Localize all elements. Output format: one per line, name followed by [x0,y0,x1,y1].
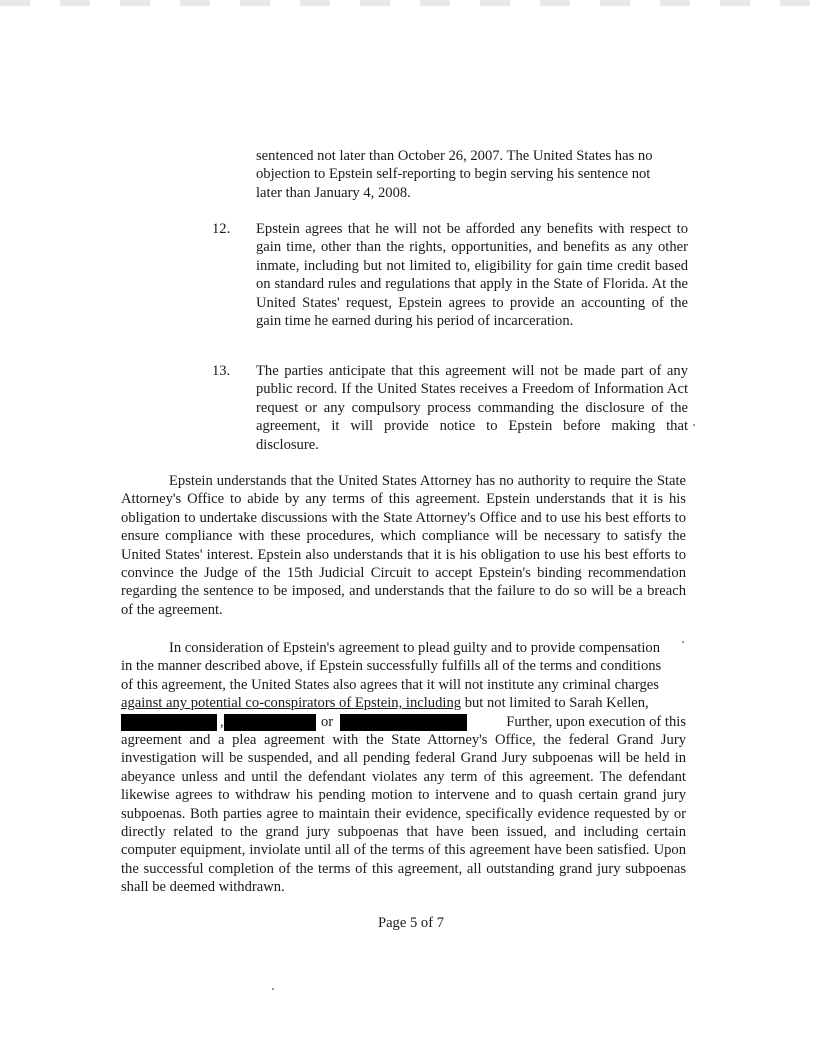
redaction-block [340,714,467,731]
continuation-line: objection to Epstein self-reporting to begin serving his sentence not [256,166,651,183]
redaction-block [121,714,217,731]
scan-speck [272,988,274,990]
continuation-text [256,147,688,202]
paragraph-line: In consideration of Epstein's agreement to plead guilty and to provide compensation [169,640,660,656]
item-number: 12. [212,221,231,237]
redaction-block [224,714,316,731]
paragraph-text: agreement and a plea agreement with the State Attorney's Office, the federal Grand Jury investigation will be suspended, and all pending federal Grand Jury subpoenas will be held in abeyance unless and until the defendant violates any term of this agreement. The defendant likewise agrees to withdraw his pending motion to intervene and to quash certain grand jury subpoenas. Both parties agree to maintain their evidence, specifically evidence requested by or directly related to the grand jury subpoenas that have been issued, and including certain computer equipment, inviolate until all of the terms of this agreement have been satisfied. Upon the successful completion of the terms of this agreement, all outstanding grand jury subpoenas shall be deemed withdrawn. [121,732,686,896]
paragraph-line: in the manner described above, if Epstein successfully fulfills all of the terms and conditions [121,658,662,675]
scan-speck [682,641,684,643]
redacted-line [121,713,686,731]
continuation-line: later than January 4, 2008. [256,184,411,201]
comma-text: , [220,713,224,730]
scan-speck [693,424,695,426]
paragraph-line: of this agreement, the United States also agrees that it will not institute any criminal charges [121,676,659,693]
paragraph-text: Further, upon execution of this [506,713,686,730]
continuation-line: sentenced not later than October 26, 2007. The United States has no [256,148,653,164]
page-number: Page 5 of 7 [377,915,445,931]
item-text: Epstein agrees that he will not be afforded any benefits with respect to gain time, other than the rights, opportunities, and benefits as any other inmate, including but not limited to, eligibility for gain time credit based on standard rules and regulations that apply in the State of Florida. At the United States' request, Epstein agrees to provide an accounting of the gain time he earned during his period of incarceration. [256,221,688,330]
underlined-text: against any potential co-conspirators of Epstein, including [121,695,462,712]
item-number: 13. [212,363,231,379]
or-text: or [321,713,334,730]
item-text: The parties anticipate that this agreement will not be made part of any public record. If the United States receives a Freedom of Information Act request or any compulsory process commanding the disclosure of the agreement, it will provide notice to Epstein before making that disclosure. [256,363,688,453]
paragraph-line [121,694,686,712]
paragraph-consideration [121,639,686,897]
paragraph-text: but not limited to Sarah Kellen, [461,695,649,712]
paragraph-state-attorney: Epstein understands that the United States Attorney has no authority to require the State Attorney's Office to abide by any terms of this agreement. Epstein understands that it is his obligation to undertake discussions with the State Attorney's Office and to use his best efforts to ensure compliance with these procedures, which compliance will be necessary to satisfy the United States' interest. Epstein also understands that it is his obligation to use his best efforts to convince the Judge of the 15th Judicial Circuit to accept Epstein's binding recommendation regarding the sentence to be imposed, and understands that the failure to do so will be a breach of the agreement. [121,473,686,618]
